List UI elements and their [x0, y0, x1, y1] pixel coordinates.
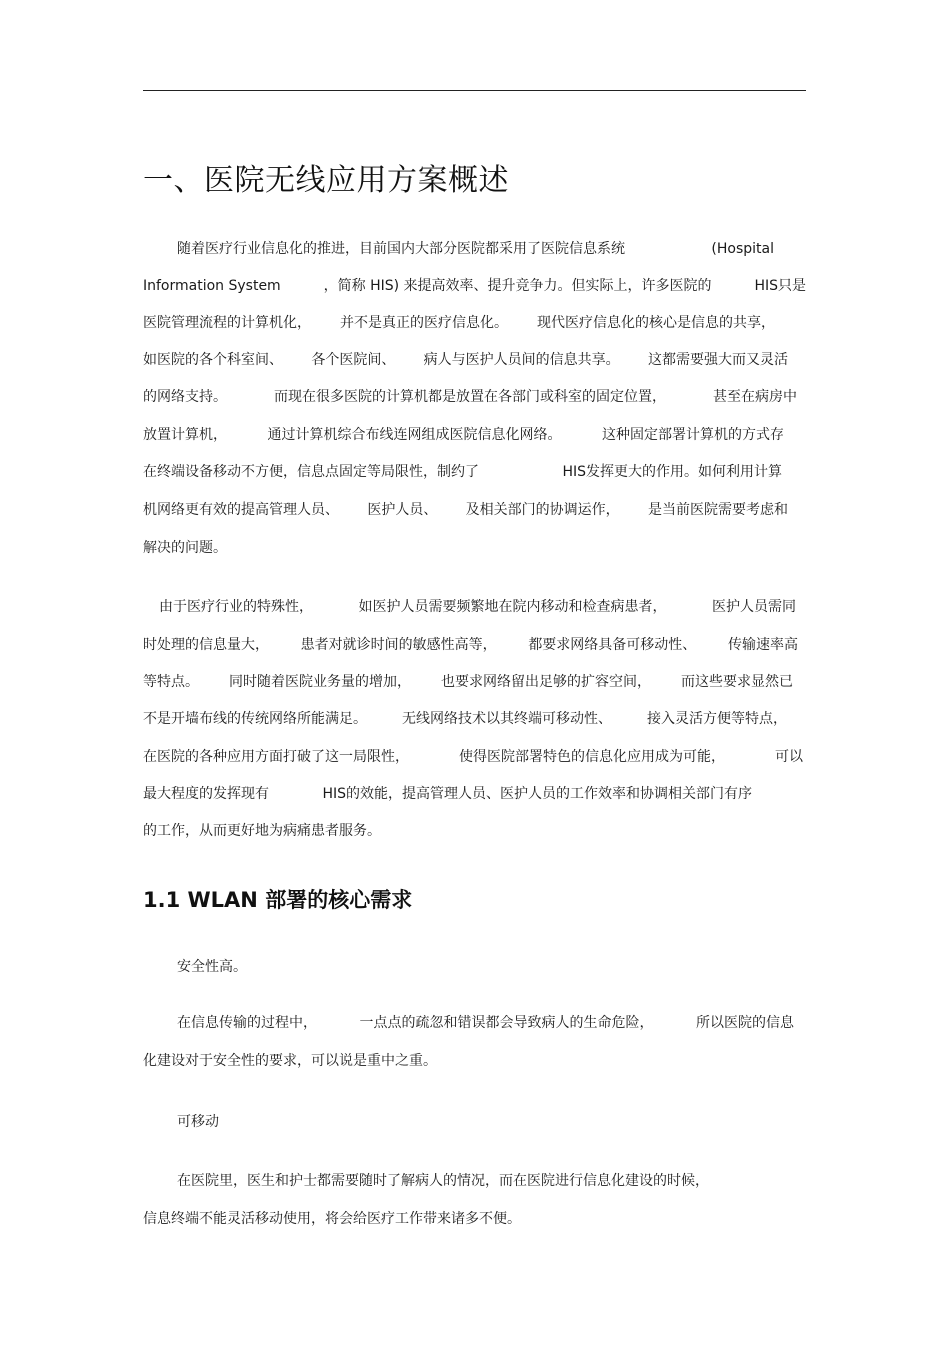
text-run: 这种固定部署计算机的方式存 — [602, 427, 784, 443]
req2-line — [143, 1210, 806, 1228]
section-heading: 1.1 WLAN 部署的核心需求 — [143, 888, 413, 912]
text-run: 无线网络技术以其终端可移动性、 — [402, 711, 612, 727]
text-run: 医院管理流程的计算机化， — [143, 315, 311, 331]
text-run: 医护人员需同 — [712, 599, 796, 615]
text-run: HIS只是 — [754, 278, 806, 294]
para1-line — [143, 314, 775, 332]
text-run: 使得医院部署特色的信息化应用成为可能， — [459, 749, 725, 765]
para1-line — [143, 501, 788, 519]
para1-line — [143, 388, 797, 406]
para1-line — [143, 277, 806, 295]
text-run: ，简称 HIS) 来提高效率、提升竞争力。但实际上，许多医院的 — [323, 278, 712, 294]
text-run: 传输速率高 — [727, 637, 798, 653]
req1-line — [143, 1052, 806, 1070]
text-run: 在医院的各种应用方面打破了这一局限性， — [143, 749, 409, 765]
text-run: 都要求网络具备可移动性、 — [528, 637, 697, 653]
para1-line — [143, 351, 788, 369]
text-run: 由于医疗行业的特殊性， — [159, 599, 313, 615]
text-run: 是当前医院需要考虑和 — [647, 502, 788, 518]
para2-line — [143, 785, 752, 803]
req1-line — [177, 1014, 794, 1032]
text-run: 在信息传输的过程中， — [177, 1015, 317, 1031]
para1-line — [143, 539, 806, 557]
para1-line — [143, 426, 784, 444]
para2-line — [159, 598, 796, 616]
text-run: 放置计算机， — [143, 427, 227, 443]
main-heading: 一、医院无线应用方案概述 — [143, 163, 509, 198]
text-run: 而现在很多医院的计算机都是放置在各部门或科室的固定位置， — [274, 389, 666, 405]
text-run: 不是开墙布线的传统网络所能满足。 — [143, 711, 367, 727]
text-run: 这都需要强大而又灵活 — [647, 352, 788, 368]
text-run: 等特点。 — [143, 674, 199, 690]
text-run: 及相关部门的协调运作， — [465, 502, 620, 518]
text-run: 并不是真正的医疗信息化。 — [340, 315, 508, 331]
text-run: 患者对就诊时间的敏感性高等， — [300, 637, 497, 653]
text-run: 所以医院的信息 — [696, 1015, 794, 1031]
text-run: 一点点的疏忽和错误都会导致病人的生命危险， — [359, 1015, 654, 1031]
text-run: 可以 — [775, 749, 803, 765]
text-run: 同时随着医院业务量的增加， — [229, 674, 411, 690]
text-run: Information System — [143, 278, 281, 294]
para2-line — [143, 748, 803, 766]
para2-line — [143, 636, 798, 654]
requirement-title: 可移动 — [177, 1114, 219, 1130]
text-run: 时处理的信息量大， — [143, 637, 269, 653]
para2-line — [143, 710, 787, 728]
text-run: 甚至在病房中 — [713, 389, 797, 405]
text-run: 通过计算机综合布线连网组成医院信息化网络。 — [267, 427, 562, 443]
text-run: 解决的问题。 — [143, 540, 227, 556]
text-run: 接入灵活方便等特点， — [647, 711, 787, 727]
text-run: 在医院里，医生和护士都需要随时了解病人的情况，而在医院进行信息化建设的时候， — [177, 1173, 709, 1189]
para1-line — [177, 240, 774, 258]
text-run: 而这些要求显然已 — [681, 674, 793, 690]
text-run: 现代医疗信息化的核心是信息的共享， — [537, 315, 775, 331]
text-run: 如医护人员需要频繁地在院内移动和检查病患者， — [358, 599, 667, 615]
text-run: 随着医疗行业信息化的推进，目前国内大部分医院都采用了医院信息系统 — [177, 241, 625, 257]
text-run: 的网络支持。 — [143, 389, 227, 405]
req2-line — [177, 1172, 840, 1190]
header-rule — [143, 90, 806, 91]
text-run: 在终端设备移动不方便，信息点固定等局限性，制约了 — [143, 464, 479, 480]
text-run: 信息终端不能灵活移动使用，将会给医疗工作带来诸多不便。 — [143, 1211, 521, 1227]
text-run: 也要求网络留出足够的扩容空间， — [441, 674, 651, 690]
text-run: HIS发挥更大的作用。如何利用计算 — [562, 464, 782, 480]
para2-line — [143, 673, 793, 691]
text-run: 如医院的各个科室间、 — [143, 352, 283, 368]
requirement-title: 安全性高。 — [177, 959, 247, 975]
text-run: (Hospital — [711, 241, 774, 257]
text-run: 最大程度的发挥现有 — [143, 786, 269, 802]
para2-line — [143, 822, 806, 840]
text-run: 病人与医护人员间的信息共享。 — [423, 352, 620, 368]
text-run: 机网络更有效的提高管理人员、 — [143, 502, 339, 518]
text-run: HIS的效能，提高管理人员、医护人员的工作效率和协调相关部门有序 — [322, 786, 752, 802]
text-run: 医护人员、 — [367, 502, 438, 518]
text-run: 的工作，从而更好地为病痛患者服务。 — [143, 823, 381, 839]
para1-line — [143, 463, 782, 481]
text-run: 各个医院间、 — [311, 352, 396, 368]
text-run: 化建设对于安全性的要求，可以说是重中之重。 — [143, 1053, 437, 1069]
